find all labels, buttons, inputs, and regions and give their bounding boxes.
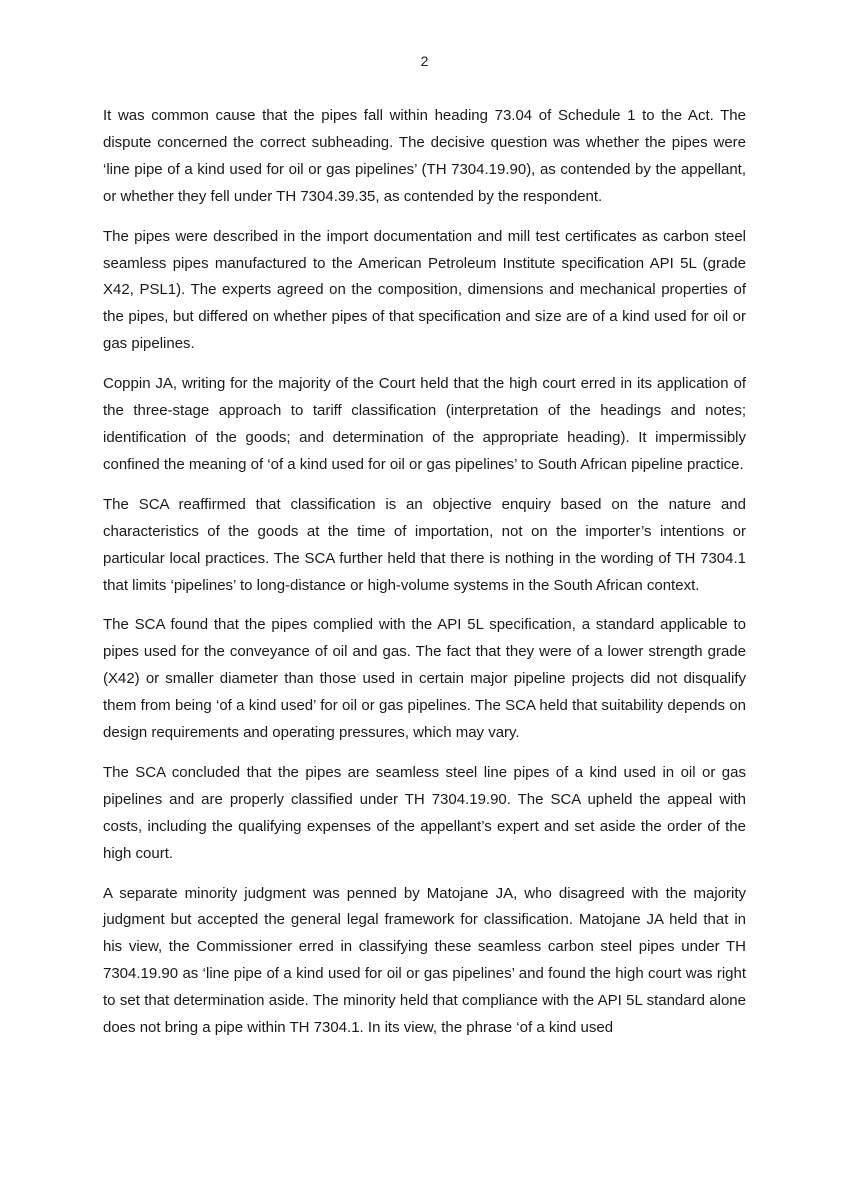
paragraph-6: The SCA concluded that the pipes are seamless steel line pipes of a kind used in oil or gas pipelines and are properly classified under TH 7304.19.90. The SCA upheld the appeal with costs, including the qualifying expenses of the appellant’s expert and set aside the order of the high court. bbox=[103, 763, 746, 862]
paragraph-3: Coppin JA, writing for the majority of the Court held that the high court erred in its application of the three-stage approach to tariff classification (interpretation of the headings and notes; identification of the goods; and determination of the appropriate heading). It impermissibly confined the meaning of ‘of a kind used for oil or gas pipelines’ to South African pipeline practice. bbox=[103, 375, 746, 473]
document-body bbox=[103, 103, 746, 1055]
paragraph-4: The SCA reaffirmed that classification is an objective enquiry based on the nature and characteristics of the goods at the time of importation, not on the importer’s intentions or particular local practices. The SCA further held that there is nothing in the wording of TH 7304.1 that limits ‘pipelines’ to long-distance or high-volume systems in the South African context. bbox=[103, 495, 746, 594]
paragraph-5: The SCA found that the pipes complied with the API 5L specification, a standard applicable to pipes used for the conveyance of oil and gas. The fact that they were of a lower strength grade (X42) or smaller diameter than those used in certain major pipeline projects did not disqualify them from being ‘of a kind used’ for oil or gas pipelines. The SCA held that suitability depends on design requirements and operating pressures, which may vary. bbox=[103, 616, 746, 742]
paragraph-1: It was common cause that the pipes fall within heading 73.04 of Schedule 1 to the Act. The dispute concerned the correct subheading. The decisive question was whether the pipes were ‘line pipe of a kind used for oil or gas pipelines’ (TH 7304.19.90), as contended by the appellant, or whether they fell under TH 7304.39.35, as contended by the respondent. bbox=[103, 107, 746, 205]
page-number: 2 bbox=[420, 53, 429, 69]
paragraph-2: The pipes were described in the import documentation and mill test certificates as carbon steel seamless pipes manufactured to the American Petroleum Institute specification API 5L (grade X42, PSL1). The experts agreed on the composition, dimensions and mechanical properties of the pipes, but differed on whether pipes of that specification and size are of a kind used for oil or gas pipelines. bbox=[103, 227, 746, 353]
paragraph-7: A separate minority judgment was penned by Matojane JA, who disagreed with the majority judgment but accepted the general legal framework for classification. Matojane JA held that in his view, the Commissioner erred in classifying these seamless carbon steel pipes under TH 7304.19.90 as ‘line pipe of a kind used for oil or gas pipelines’ and found the high court was right to set that determination aside. The minority held that compliance with the API 5L standard alone does not bring a pipe within TH 7304.1. In its view, the phrase ‘of a kind used bbox=[103, 884, 746, 1037]
